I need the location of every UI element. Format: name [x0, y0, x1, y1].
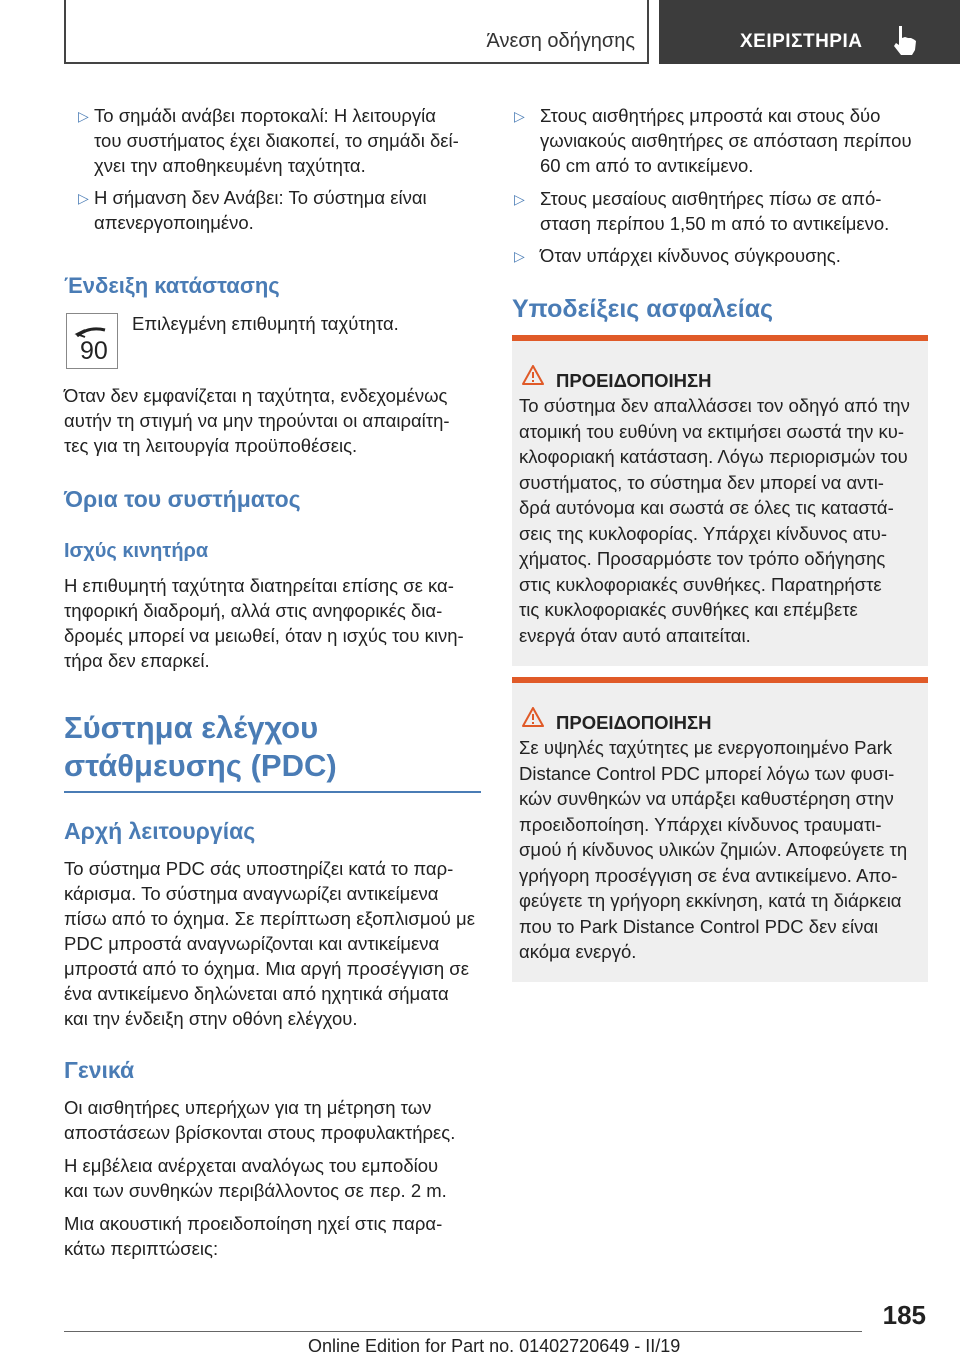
heading-status: Ένδειξη κατάστασης	[64, 273, 280, 298]
warning-title: ΠΡΟΕΙΔΟΠΟΙΗΣΗ	[556, 712, 712, 733]
heading-safety: Υποδείξεις ασφαλείας	[512, 295, 774, 323]
warning-triangle-icon	[522, 707, 544, 727]
bullet-text: Στους αισθητήρες μπροστά και στους δύο γωνιακούς αισθητήρες σε απόσταση περίπου 60 cm από το αντικείμενο.	[540, 105, 912, 176]
bullet-text: Όταν υπάρχει κίνδυνος σύγκρουσης.	[540, 245, 841, 266]
footer-edition: Online Edition for Part no. 01402720649 - II/19	[308, 1336, 681, 1356]
bullet-icon: ▷	[78, 108, 89, 124]
heading-system-limits: Όρια του συστήματος	[64, 486, 301, 512]
heading-rule	[64, 791, 481, 793]
paragraph: Μια ακουστική προειδοποίηση ηχεί στις παρα‐ κάτω περιπτώσεις:	[64, 1213, 443, 1259]
header-chapter-title: ΧΕΙΡΙΣΤΗΡΙΑ	[740, 31, 863, 52]
bullet-icon: ▷	[514, 191, 525, 207]
warning-triangle-icon	[522, 365, 544, 385]
paragraph: Η επιθυμητή ταχύτητα διατηρείται επίσης σε κα‐ τηφορική διαδρομή, αλλά στις ανηφορικές δια‐ δρομές μπορεί να μειωθεί, όταν η ισχύς του κινη‐ τήρα δεν επαρκεί.	[64, 575, 464, 671]
pointing-hand-icon	[889, 24, 923, 56]
warning-text: Σε υψηλές ταχύτητες με ενεργοποιημένο Park Distance Control PDC μπορεί λόγω των φυσι‐ κών συνθηκών να υπάρξει καθυστέρηση στην προειδοποίηση. Υπάρχει κίνδυνος τραυματι‐ σμού ή κίνδυνος υλικών ζημιών. Αποφεύγετε τη γρήγορη προσέγγιση σε ένα αντικείμενο. Απο‐ φεύγετε τη γρήγορη εκκίνηση, κατά τη διάρκεια που το Park Distance Control PDC δεν είναι ακόμα ενεργό.	[519, 737, 908, 962]
heading-principle: Αρχή λειτουργίας	[64, 818, 256, 844]
paragraph: Όταν δεν εμφανίζεται η ταχύτητα, ενδεχομένως αυτήν τη στιγμή να μην τηρούνται οι απαιραίτη‐ τες για τη λειτουργία προϋποθέσεις.	[64, 385, 450, 456]
page-number: 185	[882, 1300, 926, 1330]
bullet-icon: ▷	[514, 248, 525, 264]
warning-text: Το σύστημα δεν απαλλάσσει τον οδηγό από την ατομική του ευθύνη να εκτιμήσει σωστά την κυ‐ κλοφοριακή κατάσταση. Λόγω περιορισμών του συστήματος, το σύστημα δεν μπορεί να αντι‐ δρά αυτόνομα και σωστά σε όλες τις καταστά‐ σεις της κυκλοφορίας. Υπάρχει κίνδυνος ατυ‐ χήματος. Προσαρμόστε τον τρόπο οδήγησης στις κυκλοφοριακές συνθήκες. Παρατηρήστε τις κυκλοφοριακές συνθήκες και επέμβετε ενεργά όταν αυτό απαιτείται.	[519, 395, 910, 646]
warning-box	[512, 335, 928, 666]
paragraph: Οι αισθητήρες υπερήχων για τη μέτρηση των αποστάσεων βρίσκονται στους προφυλακτήρες.	[64, 1097, 456, 1143]
footer-rule	[64, 1331, 862, 1332]
heading-general: Γενικά	[64, 1057, 135, 1083]
paragraph: Η εμβέλεια ανέρχεται αναλόγως του εμποδίου και των συνθηκών περιβάλλοντος σε περ. 2 m.	[64, 1155, 447, 1201]
left-column	[64, 0, 484, 1300]
warning-box	[512, 677, 928, 982]
header-chapter-box	[659, 0, 960, 64]
speed-indicator-icon	[66, 313, 118, 369]
heading-pdc: Σύστημα ελέγχου στάθμευσης (PDC)	[64, 710, 337, 783]
header-section-title: Άνεση οδήγησης	[486, 30, 635, 52]
bullet-icon: ▷	[78, 190, 89, 206]
warning-title: ΠΡΟΕΙΔΟΠΟΙΗΣΗ	[556, 370, 712, 391]
bullet-text: Στους μεσαίους αισθητήρες πίσω σε από‐ σταση περίπου 1,50 m από το αντικείμενο.	[540, 188, 890, 234]
speed-indicator-value: 90	[80, 337, 108, 365]
bullet-text: Η σήμανση δεν Ανάβει: Το σύστημα είναι απενεργοποιημένο.	[94, 187, 427, 233]
status-text: Επιλεγμένη επιθυμητή ταχύτητα.	[132, 313, 399, 334]
heading-engine-power: Ισχύς κινητήρα	[64, 540, 209, 562]
bullet-text: Το σημάδι ανάβει πορτοκαλί: Η λειτουργία του συστήματος έχει διακοπεί, το σημάδι δεί‐ χνει την αποθηκευμένη ταχύτητα.	[94, 105, 459, 176]
bullet-icon: ▷	[514, 108, 525, 124]
paragraph: Το σύστημα PDC σάς υποστηρίζει κατά το παρ‐ κάρισμα. Το σύστημα αναγνωρίζει αντικείμενα πίσω από το όχημα. Σε περίπτωση εξοπλισμού με PDC μπροστά αναγνωρίζονται και αντικείμενα μπροστά από το όχημα. Μια αργή προσέγγιση σε ένα αντικείμενο δηλώνεται από ηχητικά σήματα και την ένδειξη στην οθόνη ελέγχου.	[64, 858, 475, 1029]
